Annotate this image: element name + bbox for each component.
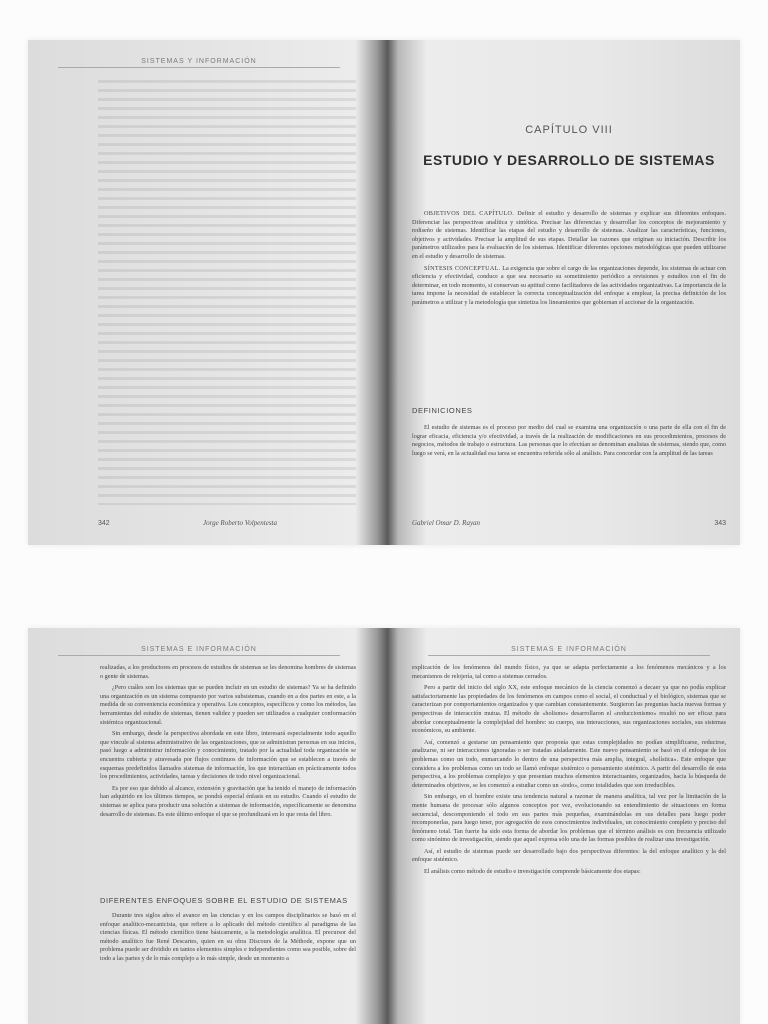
page-author: Gabriel Omar D. Rayan bbox=[412, 519, 481, 527]
section-heading: DEFINICIONES bbox=[412, 406, 473, 415]
running-head: SISTEMAS E INFORMACIÓN bbox=[428, 646, 710, 656]
paragraph: El análisis como método de estudio e investigación comprende básicamente dos etapas: bbox=[424, 868, 641, 876]
text-column bbox=[100, 664, 356, 822]
section-heading: DIFERENTES ENFOQUES SOBRE EL ESTUDIO DE SISTEMAS bbox=[100, 896, 348, 905]
paragraph: Pero a partir del inicio del siglo XX, este enfoque mecánico de la ciencia comenzó a decaer ya que no podía explicar satisfactoriamente las propiedades de los fenómenos en campos como el social, el conductual y el biológico, sistemas que se caracterizan por comportamientos organizados y que cambian constantemente. Surgieron las preguntas hacia nuevas formas y perspectivas de interacción mutua. El método de «holismo» desarrollaron el «reduccionismo» resultó no ser eficaz para abordar conceptualmente la complejidad del hombre: su cuerpo, sus interacciones, sus organizaciones sociales, sus sistemas económicos, su ambiente. bbox=[412, 684, 726, 735]
chapter-intro bbox=[412, 210, 726, 311]
paragraph: Es por eso que debido al alcance, extensión y gravitación que ha tenido el manejo de información han adquirido en los últimos tiempos, se pondrá especial énfasis en su estudio. Cuando el estudio de sistemas se aplica para producir una solución a sistemas de información, específicamente se denomina desarrollo de sistemas. Es este último enfoque el que se profundizará en lo que resta del libro. bbox=[100, 784, 356, 818]
running-head: SISTEMAS Y INFORMACIÓN bbox=[58, 58, 340, 68]
left-page-top bbox=[28, 40, 370, 545]
synthesis-paragraph bbox=[412, 265, 726, 308]
chapter-title: ESTUDIO Y DESARROLLO DE SISTEMAS bbox=[423, 152, 715, 168]
left-page-bottom bbox=[28, 628, 370, 1024]
right-page-bottom bbox=[398, 628, 740, 1024]
book-spread-bottom bbox=[28, 628, 740, 1024]
text-column bbox=[100, 912, 356, 967]
synthesis-heading: SÍNTESIS CONCEPTUAL. bbox=[424, 264, 501, 272]
running-head: SISTEMAS E INFORMACIÓN bbox=[58, 646, 340, 656]
paragraph: Sin embargo, en el hombre existe una tendencia natural a razonar de manera analítica, tal vez por la limitación de la mente humana de procesar sólo algunos conceptos por vez, evolucionando su entendimiento de situaciones en forma secuencial, descomponiendo el todo en sus partes más pequeñas, examinándolas en sus detalles para luego poder recomponerlas, para luego tener, por agregación de esos conocimientos individuales, un conocimiento completo y preciso del fenómeno total. Tan fuerte ha sido esta forma de abordar los problemas que el término análisis es con frecuencia utilizado como sinónimo de investigación, siendo que aquel expresa sólo una de las formas posibles de realizar una investigación. bbox=[412, 793, 726, 844]
paragraph: ¿Pero cuáles son los sistemas que se pueden incluir en un estudio de sistemas? Ya se ha definido una organización es un sistema compuesto por varios subsistemas, cuando en a dos partes en este, a la medida de su conveniencia económica y operativa. Los conceptos, específicos y como los métodos, las herramientas del estudio de sistemas, tienen validez y pueden ser utilizados a cualquier conformación sistémica organizacional. bbox=[100, 684, 356, 726]
definitions-block bbox=[412, 424, 726, 461]
page-number: 343 bbox=[714, 520, 726, 527]
text-column bbox=[412, 664, 726, 880]
paragraph: Sin embargo, desde la perspectiva abordada en este libro, interesará especialmente todo aquello que vincule al sistema administrativo de las organizaciones, que se administran personas en sus inicios, pasó luego a administrar información y conocimiento, tratado por la actualidad toda organización se encuentra cubierta y atravesada por flujos continuos de información que se establecen a través de esquemas predefinidos llamados sistemas de información, los que interactúan en prácticamente todos los procedimientos, actividades, tareas y decisiones de todo nivel organizacional. bbox=[100, 730, 356, 781]
paragraph: Así, el estudio de sistemas puede ser desarrollado bajo dos perspectivas diferentes: la del enfoque analítico y la del enfoque sistémico. bbox=[412, 847, 726, 864]
paragraph: explicación de los fenómenos del mundo físico, ya que se adapta perfectamente a los fenómenos mecánicos y a los mecanismos de relojería, tal como a sistemas cerrados. bbox=[412, 664, 726, 680]
objectives-heading: OBJETIVOS DEL CAPÍTULO. bbox=[424, 210, 515, 217]
right-page-top bbox=[398, 40, 740, 545]
paragraph: Durante tres siglos años el avance en las ciencias y en los campos disciplinarios se basó en el enfoque analítico-mecanicista, que refiere a lo aplicado del método científico al paradigma de las ciencias físicas. El método científico tiene básicamente, a la metodología analítica. El precursor del método analítico fue René Descartes, quien en su obra Discours de la Méthode, expone que un problema puede ser dividido en tantos elementos simples e independientes como sea posible, sobre del todo a las partes y de lo más complejo a lo más simple, desde un momento a bbox=[100, 912, 356, 962]
page-number: 342 bbox=[98, 520, 110, 527]
paragraph: Así, comenzó a gestarse un pensamiento que proponía que estas complejidades no podían simplificarse, reducirse, analizarse, ni ser interacciones ignoradas o ser tratadas aisladamente. Este nuevo pensamiento se basó en el enfoque de los problemas como un todo, enmarcando lo dentro de una perspectiva más amplia, integral, «holística». Este enfoque que considera a los problemas como un todo se llamó enfoque sistémico o pensamiento sistémico. A partir del desarrollo de esta perspectiva, a los problemas complejos y que presentan muchos elementos interactuantes, organizados, hacia la búsqueda de determinados objetivos, se les comenzó a estudiar como un «todo», como totalidades que son irreducibles. bbox=[412, 738, 726, 789]
faded-text-block bbox=[98, 80, 356, 505]
synthesis-text: La exigencia que sobre el cargo de las organizaciones depende, los sistemas de actuar con eficiencia y efectividad, conduce a que sea necesario su sometimiento periódico a revisiones y estudios con el fin de determinar, en todo momento, si conservan su aptitud como facilitadores de las actividades organizativas. La importancia de la tarea impone la necesidad de establecer la correcta conceptualización del enfoque a emplear, la precisa definición de los parámetros a utilizar y la metodología que sintetiza los lineamientos que gobiernan el accionar de la organización. bbox=[412, 264, 727, 306]
book-spread-top bbox=[28, 40, 740, 545]
chapter-label: CAPÍTULO VIII bbox=[525, 124, 613, 136]
paragraph: realizadas, a los productores en procesos de estudios de sistemas se les denomina hombres de sistemas o gente de sistemas. bbox=[100, 664, 356, 680]
page-author: Jorge Roberto Volpentesta bbox=[203, 519, 278, 527]
objectives-text: Definir el estudio y desarrollo de sistemas y explicar sus diferentes enfoques. Diferenciar las perspectivas analítica y sintética. Precisar las diferencias y desarrollar los conceptos de mejoramiento y rediseño de sistemas. Identificar las etapas del estudio y desarrollo de sistemas. Analizar las características, funciones, objetivos y actividades. Precisar la amplitud de sus etapas. Detallar las razones que originan su iniciación. Describir los parámetros utilizados para la evaluación de los sistemas. Identificar diferentes opciones metodológicas que pueden utilizarse en el estudio y desarrollo de sistemas. bbox=[412, 210, 726, 260]
definitions-paragraph: El estudio de sistemas es el proceso por medio del cual se examina una organización o una parte de ella con el fin de lograr eficacia, eficiencia y/o efectividad, a través de la realización de modificaciones en sus procedimientos, procesos de negocios, métodos de trabajo o estructura. Las personas que lo efectúan se denominan analistas de sistemas, siendo que, como luego se verá, en la actualidad esa tarea se encuentra referida sólo al análisis. Para concordar con la amplitud de las tareas bbox=[412, 424, 726, 457]
objectives-paragraph bbox=[412, 210, 726, 262]
